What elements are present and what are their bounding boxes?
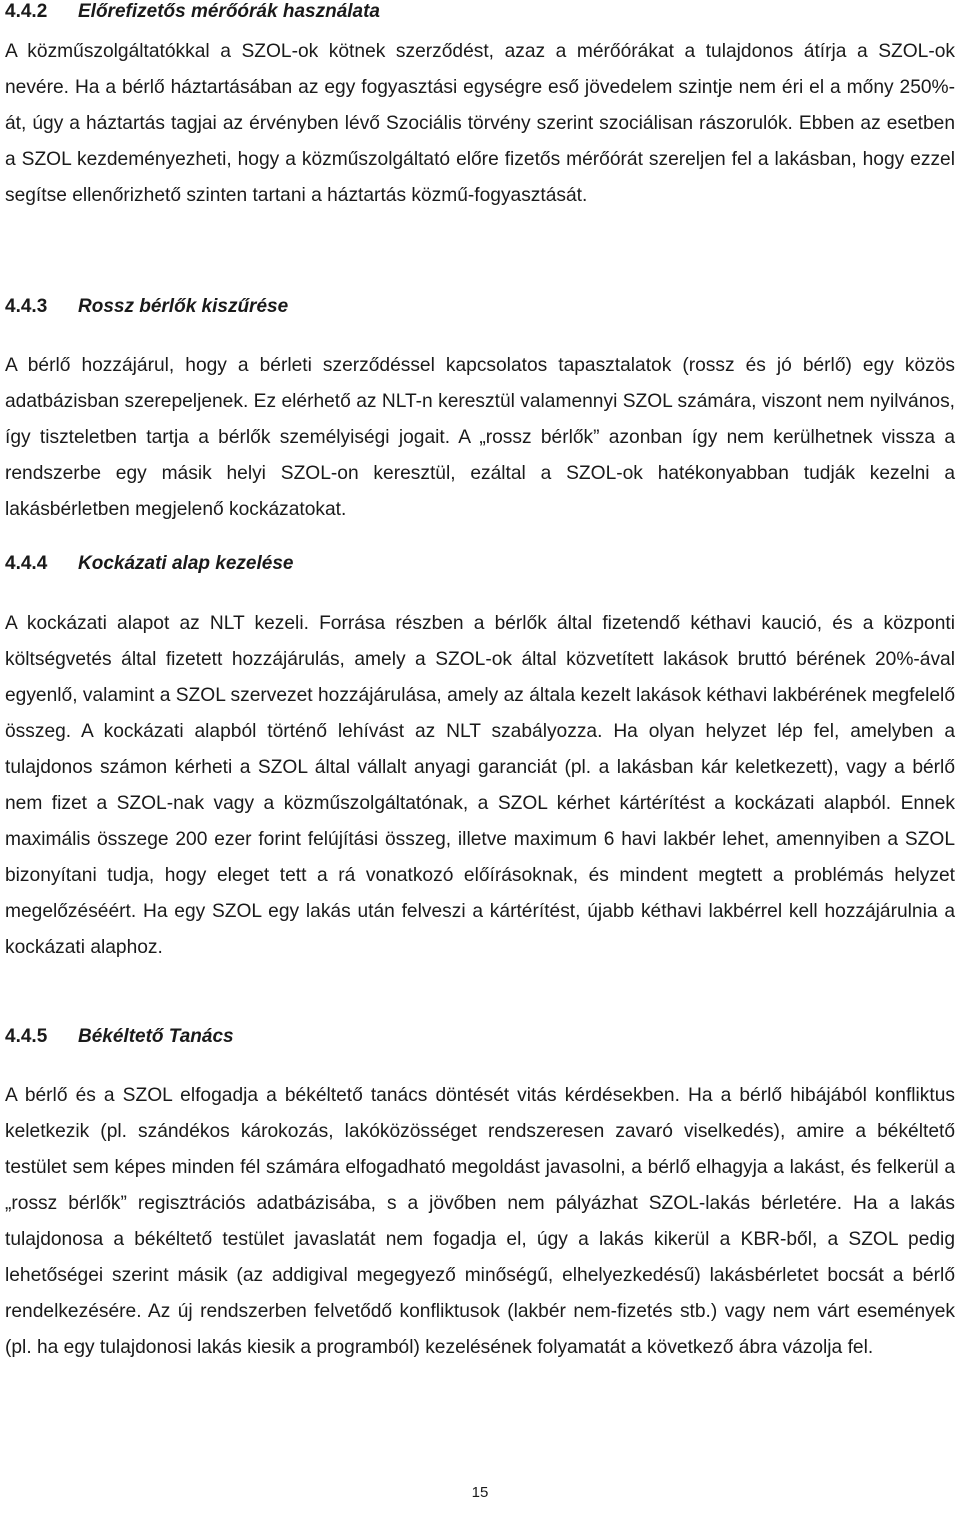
section-heading-4-4-2 bbox=[5, 0, 380, 24]
section-number: 4.4.4 bbox=[5, 553, 48, 574]
section-number: 4.4.3 bbox=[5, 296, 48, 317]
section-title: Rossz bérlők kiszűrése bbox=[78, 296, 289, 317]
section-title: Békéltető Tanács bbox=[78, 1026, 234, 1047]
section-title: Kockázati alap kezelése bbox=[78, 553, 294, 574]
section-heading-4-4-3 bbox=[5, 295, 288, 319]
section-title: Előrefizetős mérőórák használata bbox=[78, 1, 380, 22]
section-number: 4.4.5 bbox=[5, 1026, 48, 1047]
page-number: 15 bbox=[471, 1484, 489, 1501]
section-paragraph-4-4-2: A közműszolgáltatókkal a SZOL-ok kötnek szerződést, azaz a mérőórákat a tulajdonos átírja a SZOL-ok nevére. Ha a bérlő háztartásában az egy fogyasztási egységre eső jövedelem szintje nem éri el a mőny 250%-át, úgy a háztartás tagjai az érvényben lévő Szociális törvény szerint szociálisan rászorulók. Ebben az esetben a SZOL kezdeményezheti, hogy a közműszolgáltató előre fizetős mérőórát szereljen fel a lakásban, hogy ezzel segítse ellenőrizhető szinten tartani a háztartás közmű-fogyasztását. bbox=[5, 41, 955, 206]
section-heading-4-4-4 bbox=[5, 552, 293, 576]
section-paragraph-4-4-3: A bérlő hozzájárul, hogy a bérleti szerződéssel kapcsolatos tapasztalatok (rossz és jó bérlő) egy közös adatbázisban szerepeljenek. Ez elérhető az NLT-n keresztül valamennyi SZOL számára, viszont nem nyilvános, így tiszteletben tartja a bérlők személyiségi jogait. A „rossz bérlők” azonban így nem kerülhetnek vissza a rendszerbe egy másik helyi SZOL-on keresztül, ezáltal a SZOL-ok hatékonyabban tudják kezelni a lakásbérletben megjelenő kockázatokat. bbox=[5, 355, 955, 520]
section-paragraph-4-4-4: A kockázati alapot az NLT kezeli. Forrása részben a bérlők által fizetendő kéthavi kaució, és a központi költségvetés által fizetett hozzájárulás, amely a SZOL-ok által közvetített lakások bruttó bérének 20%-ával egyenlő, valamint a SZOL szervezet hozzájárulása, amely az általa kezelt lakások kéthavi lakbérének megfelelő összeg. A kockázati alapból történő lehívást az NLT szabályozza. Ha olyan helyzet lép fel, amelyben a tulajdonos számon kérheti a SZOL által vállalt anyagi garanciát (pl. a lakásban kár keletkezett), vagy a bérlő nem fizet a SZOL-nak vagy a közműszolgáltatónak, a SZOL kérhet kártérítést a kockázati alapból. Ennek maximális összege 200 ezer forint felújítási összeg, illetve maximum 6 havi lakbér lehet, amennyiben a SZOL bizonyítani tudja, hogy eleget tett a rá vonatkozó előírásoknak, és mindent megtett a problémás helyzet megelőzéséért. Ha egy SZOL egy lakás után felveszi a kártérítést, újabb kéthavi lakbérrel kell hozzájárulnia a kockázati alaphoz. bbox=[5, 613, 955, 958]
section-heading-4-4-5 bbox=[5, 1025, 234, 1049]
section-number: 4.4.2 bbox=[5, 1, 48, 22]
section-paragraph-4-4-5: A bérlő és a SZOL elfogadja a békéltető tanács döntését vitás kérdésekben. Ha a bérlő hibájából konfliktus keletkezik (pl. szándékos károkozás, lakóközösséget rendszeresen zavaró viselkedés), amire a békéltető testület sem képes minden fél számára elfogadható megoldást javasolni, a bérlő elhagyja a lakást, és felkerül a „rossz bérlők” regisztrációs adatbázisába, s a jövőben nem pályázhat SZOL-lakás bérletére. Ha a lakás tulajdonosa a békéltető testület javaslatát nem fogadja el, úgy a lakás kikerül a KBR-ből, a SZOL pedig lehetőségei szerint másik (az addigival megegyező minőségű, elhelyezkedésű) lakásbérletet bocsát a bérlő rendelkezésére. Az új rendszerben felvetődő konfliktusok (lakbér nem-fizetés stb.) vagy nem várt események (pl. ha egy tulajdonosi lakás kiesik a programból) kezelésének folyamatát a következő ábra vázolja fel. bbox=[5, 1085, 955, 1358]
